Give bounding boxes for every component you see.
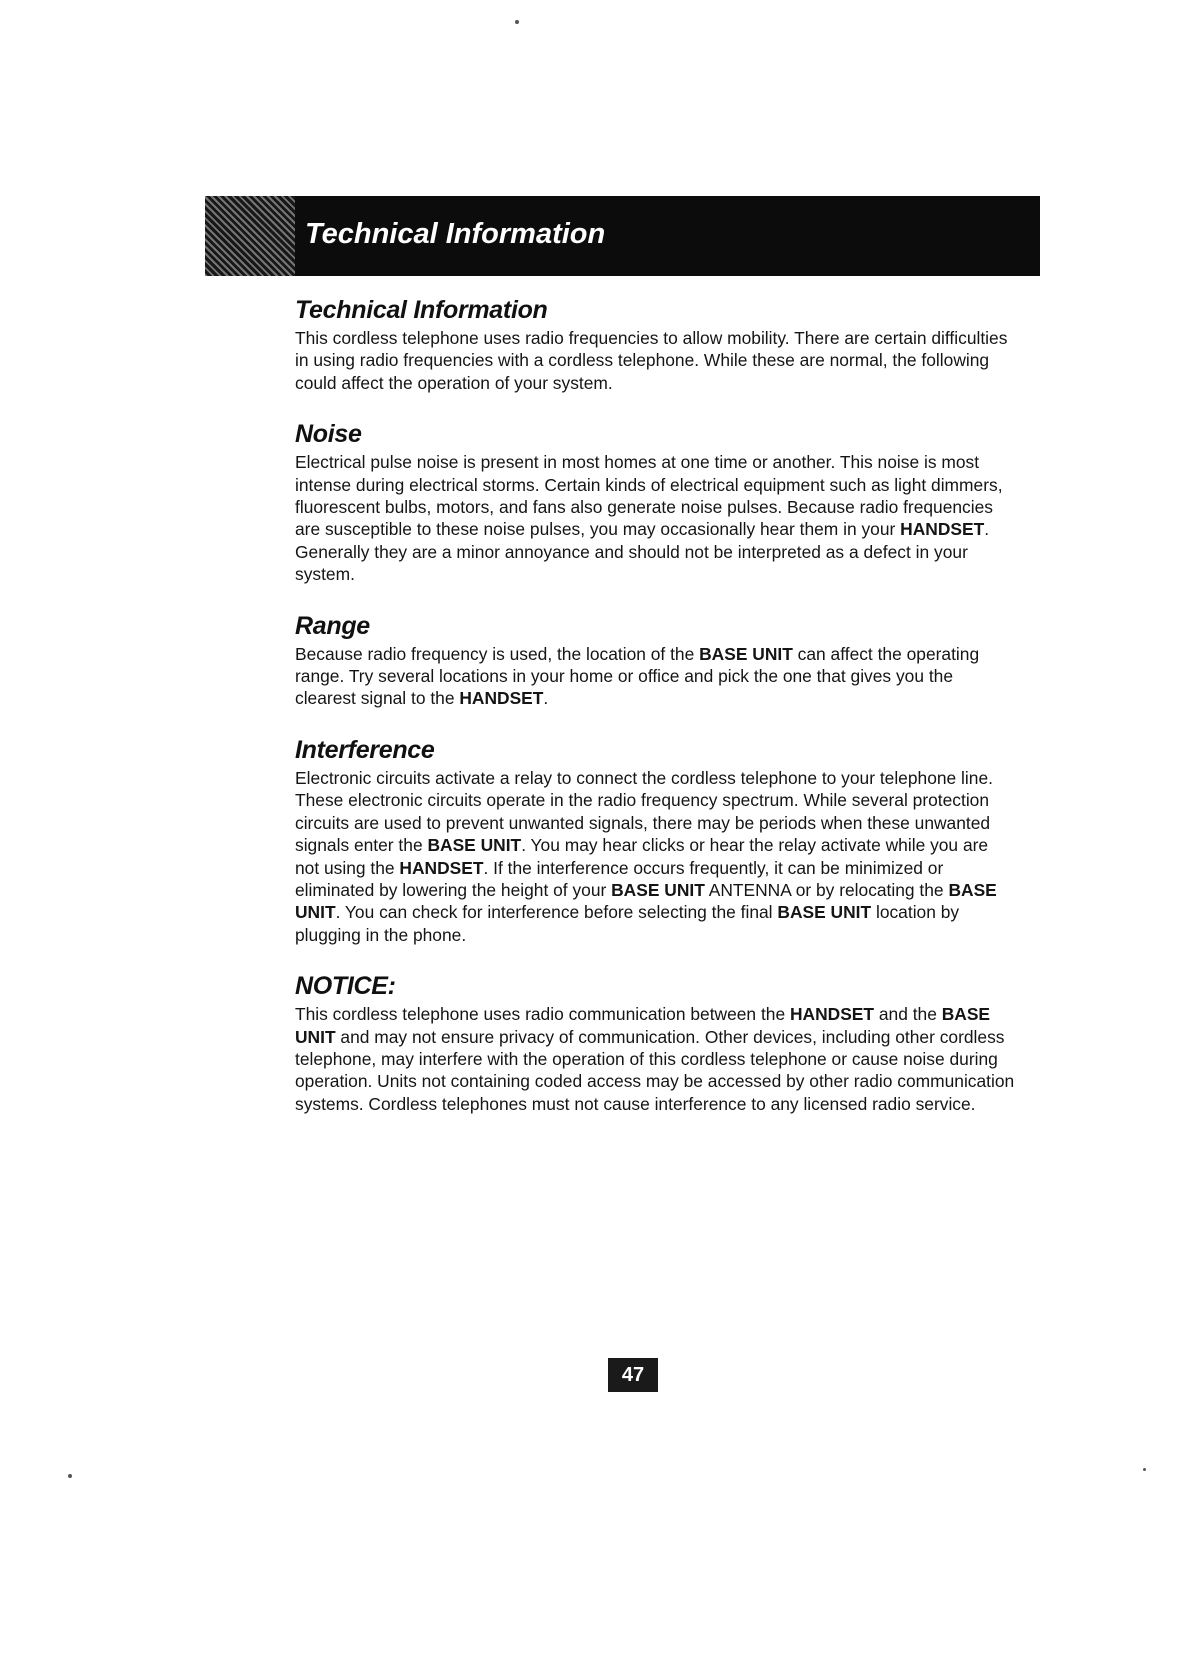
page-title: Technical Information [305, 218, 606, 250]
text-run: and may not ensure privacy of communication. Other devices, including other cordless telephone, may interfere with the operation of this cordless telephone or cause noise during operation. Units not containing coded access may be accessed by other radio communication systems. Cordless telephones must not cause interference to any licensed radio service. [295, 1026, 1015, 1114]
section-body [295, 1003, 1015, 1115]
text-run: . You may hear clicks or hear the relay activate while you are not using the [295, 835, 989, 878]
section-range [295, 612, 1015, 710]
section-noise [295, 420, 1015, 585]
text-run: . You can check for interference before selecting the final [335, 902, 778, 923]
text-run: . If the interference occurs frequently, it can be minimized or eliminated by lowering the height of your [295, 857, 944, 900]
text-run: This cordless telephone uses radio communication between the [295, 1004, 790, 1025]
section-body [295, 643, 1015, 710]
content [295, 296, 1015, 1141]
section-heading: Technical Information [295, 296, 548, 324]
bold-term: BASE UNIT [295, 1004, 991, 1047]
bold-term: HANDSET [399, 857, 484, 878]
section-body [295, 767, 1015, 946]
text-run: location by plugging in the phone. [295, 902, 960, 945]
header-texture [205, 196, 295, 276]
bold-term: BASE UNIT [777, 902, 872, 923]
text-run: This cordless telephone uses radio frequencies to allow mobility. There are certain difficulties in using radio frequencies with a cordless telephone. While these are normal, the following could affect the operation of your system. [295, 328, 1008, 393]
text-run: ANTENNA or by relocating the [704, 879, 949, 900]
bold-term: BASE UNIT [699, 643, 793, 664]
section-heading: NOTICE: [295, 972, 396, 1001]
scan-speck [515, 20, 519, 24]
text-run: . [543, 688, 549, 709]
section-heading: Range [295, 611, 370, 640]
text-run: and the [874, 1004, 942, 1025]
bold-term: BASE UNIT [295, 879, 997, 923]
text-run: . Generally they are a minor annoyance and should not be interpreted as a defect in your system. [295, 519, 990, 585]
section-body [295, 327, 1015, 394]
bold-term: BASE UNIT [611, 879, 705, 900]
header-bar [205, 196, 1040, 276]
text-run: Electronic circuits activate a relay to connect the cordless telephone to your telephone line. These electronic circuits operate in the radio frequency spectrum. While several protection circuits are used to prevent unwanted signals, there may be periods when these unwanted signals enter the [295, 767, 993, 856]
section-heading: Noise [295, 420, 362, 449]
section-notice [295, 972, 1015, 1115]
bold-term: HANDSET [789, 1004, 875, 1025]
bold-term: BASE UNIT [427, 835, 522, 856]
scan-speck [1143, 1468, 1146, 1471]
text-run: Because radio frequency is used, the location of the [295, 643, 700, 664]
text-run: can affect the operating range. Try several locations in your home or office and pick the one that gives you the clearest signal to the [295, 643, 980, 709]
section-interference [295, 736, 1015, 946]
bold-term: HANDSET [459, 688, 544, 709]
section-body [295, 451, 1015, 585]
section-heading: Interference [295, 735, 435, 764]
scan-speck [68, 1474, 72, 1478]
bold-term: HANDSET [900, 519, 985, 540]
page-number: 47 [608, 1358, 658, 1392]
text-run: Electrical pulse noise is present in most homes at one time or another. This noise is most intense during electrical storms. Certain kinds of electrical equipment such as light dimmers, fluorescent bulbs, motors, and fans also generate noise pulses. Because radio frequencies are susceptible to these noise pulses, you may occasionally hear them in your [295, 452, 1003, 540]
section-technical-information [295, 296, 1015, 394]
